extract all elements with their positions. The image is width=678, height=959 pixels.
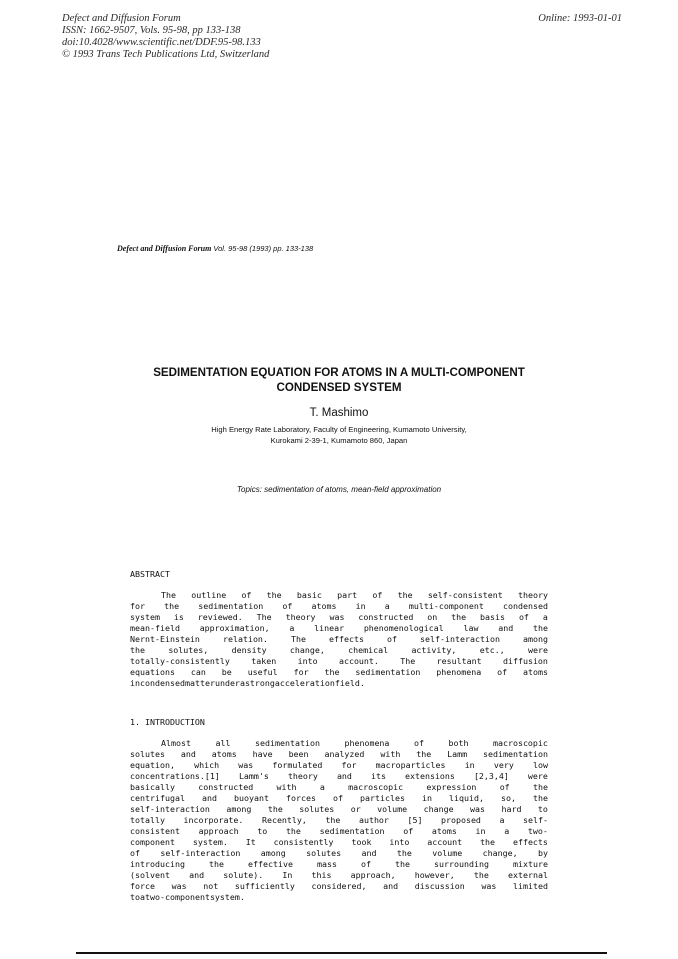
text-line [130, 601, 548, 612]
word: of [130, 848, 140, 858]
text-line [130, 782, 548, 793]
word: however, [414, 870, 455, 880]
word: the [266, 590, 282, 600]
word: reviewed. [197, 612, 243, 622]
word: the [473, 870, 489, 880]
word: Almost [161, 738, 191, 748]
word: effects [512, 837, 548, 847]
word: analyzed [324, 749, 365, 759]
word: useful [247, 667, 278, 677]
word: all [215, 738, 231, 748]
text-line [130, 612, 548, 623]
word: forces [285, 793, 316, 803]
word: condensed [140, 678, 185, 688]
word: can [190, 667, 206, 677]
word: the [533, 782, 548, 792]
word: equation, [130, 760, 175, 770]
word: basically [130, 782, 175, 792]
word: sedimentation [319, 826, 385, 836]
word: external [507, 870, 548, 880]
word: effective [247, 859, 293, 869]
journal-ref-volume: Vol. 95-98 (1993) pp. 133-138 [213, 244, 314, 253]
word: phenomena [344, 738, 390, 748]
word: and [383, 881, 399, 891]
word: was [238, 760, 254, 770]
word: the [396, 848, 412, 858]
word: of [372, 590, 383, 600]
word: In [282, 870, 293, 880]
word: of [403, 826, 414, 836]
word: was [171, 881, 187, 891]
word: was [481, 881, 497, 891]
word: law [463, 623, 479, 633]
text-line [130, 881, 548, 892]
word: a [239, 678, 245, 688]
word: change, [289, 645, 325, 655]
word: of [499, 782, 510, 792]
word: change, [482, 848, 518, 858]
word: sedimentation [255, 738, 320, 748]
word: is [173, 612, 184, 622]
word: basic [296, 590, 322, 600]
word: strong [244, 678, 275, 688]
word: discussion [414, 881, 465, 891]
word: solute). [223, 870, 264, 880]
word: taken [251, 656, 277, 666]
word: equations [130, 667, 175, 677]
word: constructed [358, 612, 414, 622]
word: It [245, 837, 256, 847]
text-line [130, 623, 548, 634]
word: mean-field [130, 623, 180, 633]
word: of [518, 612, 529, 622]
word: self-interaction [420, 634, 500, 644]
word: sedimentation [198, 601, 264, 611]
word: of [332, 793, 343, 803]
word: totally-consistently [130, 656, 230, 666]
text-line [130, 815, 548, 826]
word: or [350, 804, 361, 814]
title-line: SEDIMENTATION EQUATION FOR ATOMS IN A MULTI-COMPONENT [153, 366, 525, 379]
text-line [130, 870, 548, 881]
word: on [427, 612, 438, 622]
word: was [470, 804, 486, 814]
word: in [475, 826, 486, 836]
word: resultant [436, 656, 482, 666]
word: chemical [348, 645, 389, 655]
word: under [214, 678, 240, 688]
text-line [130, 848, 548, 859]
word: of [360, 859, 371, 869]
word: have [252, 749, 273, 759]
word: atoms [211, 749, 237, 759]
word: a [542, 612, 548, 622]
word: sedimentation [355, 667, 421, 677]
word: was [329, 612, 345, 622]
word: [2,3,4] [473, 771, 509, 781]
word: part [337, 590, 358, 600]
text-line [130, 771, 548, 782]
text-line [130, 826, 548, 837]
word: and [180, 749, 196, 759]
word: the [208, 859, 224, 869]
text-line [130, 793, 548, 804]
paper-title [0, 365, 678, 395]
journal-reference [117, 244, 313, 253]
word: of [282, 601, 293, 611]
word: into [389, 837, 410, 847]
word: the [130, 645, 145, 655]
word: and [201, 793, 217, 803]
journal-ref-name: Defect and Diffusion Forum [117, 244, 212, 253]
word: atoms [311, 601, 337, 611]
word: system. [192, 837, 228, 847]
online-date: Online: 1993-01-01 [538, 13, 622, 24]
word: multi-component [408, 601, 484, 611]
word: volume [432, 848, 463, 858]
word: macroscopic [492, 738, 548, 748]
citation-header [62, 13, 269, 61]
word: both [448, 738, 469, 748]
word: the [451, 612, 467, 622]
introduction-body [130, 738, 548, 903]
word: be [221, 667, 232, 677]
word: density [231, 645, 267, 655]
word: for [293, 667, 309, 677]
word: The [256, 612, 272, 622]
word: expression [426, 782, 477, 792]
text-line [130, 804, 548, 815]
text-line [130, 859, 548, 870]
word: self-interaction [160, 848, 241, 858]
word: The [400, 656, 416, 666]
word: matter [184, 678, 215, 688]
text-line [130, 667, 548, 678]
word: component [130, 837, 175, 847]
word: linear [314, 623, 345, 633]
word: The [161, 590, 176, 600]
word: system [130, 612, 160, 622]
word: in [355, 601, 366, 611]
word: surrounding [434, 859, 489, 869]
text-line [130, 678, 548, 689]
word: solutes [130, 749, 165, 759]
issn-line: ISSN: 1662-9507, Vols. 95-98, pp 133-138 [62, 25, 241, 36]
word: among [523, 634, 548, 644]
word: The [290, 634, 306, 644]
word: self-consistent [427, 590, 503, 600]
text-line [130, 634, 548, 645]
text-line [130, 738, 548, 749]
affiliation [0, 425, 678, 446]
word: not [203, 881, 219, 891]
word: the [325, 815, 341, 825]
word: phenomenological [363, 623, 444, 633]
text-line [130, 892, 548, 903]
word: approach, [350, 870, 396, 880]
word: two- [527, 826, 548, 836]
word: condensed [502, 601, 548, 611]
word: to [537, 804, 548, 814]
word: a [504, 826, 510, 836]
word: extensions [404, 771, 455, 781]
word: the [416, 749, 432, 759]
word: relation. [222, 634, 268, 644]
word: solutes [306, 848, 342, 858]
word: self-interaction [130, 804, 210, 814]
word: macroparticles [375, 760, 446, 770]
word: the [324, 667, 340, 677]
word: sedimentation [483, 749, 548, 759]
word: mass [316, 859, 337, 869]
word: theory [517, 590, 548, 600]
word: among [226, 804, 252, 814]
word: Nernt-Einstein [130, 634, 200, 644]
word: so, [500, 793, 516, 803]
word: the [285, 826, 301, 836]
word: consistently [273, 837, 334, 847]
word: mixture [512, 859, 548, 869]
word: in [421, 793, 432, 803]
word: among [260, 848, 286, 858]
word: force [130, 881, 155, 891]
word: (solvent [130, 870, 170, 880]
word: a [319, 782, 325, 792]
text-line [130, 590, 548, 601]
word: phenomena [436, 667, 482, 677]
copyright-line: © 1993 Trans Tech Publications Ltd, Switzerland [62, 49, 270, 60]
word: system. [209, 892, 245, 902]
word: the [397, 590, 413, 600]
word: proposed [440, 815, 481, 825]
word: atoms [431, 826, 457, 836]
word: were [527, 771, 548, 781]
word: a [499, 815, 505, 825]
word: change [423, 804, 454, 814]
word: diffusion [502, 656, 548, 666]
word: low [532, 760, 548, 770]
word: a [384, 601, 390, 611]
affiliation-line: High Energy Rate Laboratory, Faculty of Engineering, Kumamoto University, [211, 425, 467, 434]
word: with [276, 782, 297, 792]
word: the [532, 793, 548, 803]
word: this [311, 870, 332, 880]
text-line [130, 760, 548, 771]
word: hard [501, 804, 522, 814]
word: in [130, 678, 140, 688]
text-line [130, 837, 548, 848]
word: very [493, 760, 514, 770]
word: and [336, 771, 352, 781]
word: considered, [311, 881, 367, 891]
word: incorporate. [183, 815, 244, 825]
word: theory [285, 612, 316, 622]
word: atoms [523, 667, 548, 677]
word: been [288, 749, 309, 759]
word: of [413, 738, 424, 748]
text-line [130, 656, 548, 667]
word: liquid, [448, 793, 484, 803]
word: buoyant [233, 793, 269, 803]
word: particles [359, 793, 405, 803]
topics-line: Topics: sedimentation of atoms, mean-field approximation [236, 485, 442, 494]
word: Recently, [261, 815, 307, 825]
word: account. [338, 656, 379, 666]
word: for [341, 760, 357, 770]
word: solutes [299, 804, 335, 814]
word: totally [130, 815, 165, 825]
title-line: CONDENSED SYSTEM [276, 381, 402, 394]
word: theory [287, 771, 318, 781]
word: sufficiently [234, 881, 295, 891]
text-line [130, 749, 548, 760]
word: of [387, 634, 397, 644]
word: centrifugal [130, 793, 185, 803]
word: concentrations.[1] [130, 771, 220, 781]
word: outline [191, 590, 227, 600]
word: the [394, 859, 410, 869]
word: of [497, 667, 508, 677]
word: of [241, 590, 252, 600]
introduction-heading: 1. INTRODUCTION [130, 717, 205, 727]
word: with [380, 749, 401, 759]
word: a [289, 623, 295, 633]
word: field. [334, 678, 365, 688]
word: and [189, 870, 205, 880]
word: a [140, 892, 145, 902]
word: approximation, [199, 623, 270, 633]
word: in [464, 760, 475, 770]
word: the [164, 601, 180, 611]
word: for [130, 601, 145, 611]
word: and [361, 848, 377, 858]
word: basis [480, 612, 506, 622]
word: approach [198, 826, 239, 836]
word: introducing [130, 859, 185, 869]
abstract-heading: ABSTRACT [130, 569, 170, 579]
word: took [351, 837, 372, 847]
word: the [480, 837, 496, 847]
word: effects [329, 634, 364, 644]
word: by [537, 848, 548, 858]
word: two-component [145, 892, 210, 902]
word: were [528, 645, 548, 655]
word: limited [512, 881, 548, 891]
doi-line: doi:10.4028/www.scientific.net/DDF.95-98.133 [62, 37, 261, 48]
abstract-body [130, 590, 548, 689]
word: activity, [411, 645, 457, 655]
author-name: T. Mashimo [309, 407, 369, 419]
word: acceleration [274, 678, 335, 688]
word: which [194, 760, 220, 770]
word: into [297, 656, 318, 666]
word: formulated [272, 760, 323, 770]
word: to [130, 892, 140, 902]
word: constructed [198, 782, 254, 792]
word: [5] [407, 815, 423, 825]
word: Lamm [447, 749, 468, 759]
word: volume [377, 804, 408, 814]
word: to [257, 826, 268, 836]
word: its [370, 771, 386, 781]
word: the [267, 804, 283, 814]
footer-rule [76, 952, 607, 954]
word: account [427, 837, 463, 847]
word: self- [522, 815, 548, 825]
journal-name: Defect and Diffusion Forum [62, 13, 181, 24]
word: and [498, 623, 514, 633]
affiliation-line: Kurokami 2-39-1, Kumamoto 860, Japan [270, 435, 408, 445]
word: the [532, 623, 548, 633]
word: solutes, [168, 645, 209, 655]
word: Lamm's [238, 771, 269, 781]
word: etc., [479, 645, 505, 655]
word: consistent [130, 826, 180, 836]
word: author [358, 815, 389, 825]
text-line [130, 645, 548, 656]
word: macroscopic [348, 782, 404, 792]
